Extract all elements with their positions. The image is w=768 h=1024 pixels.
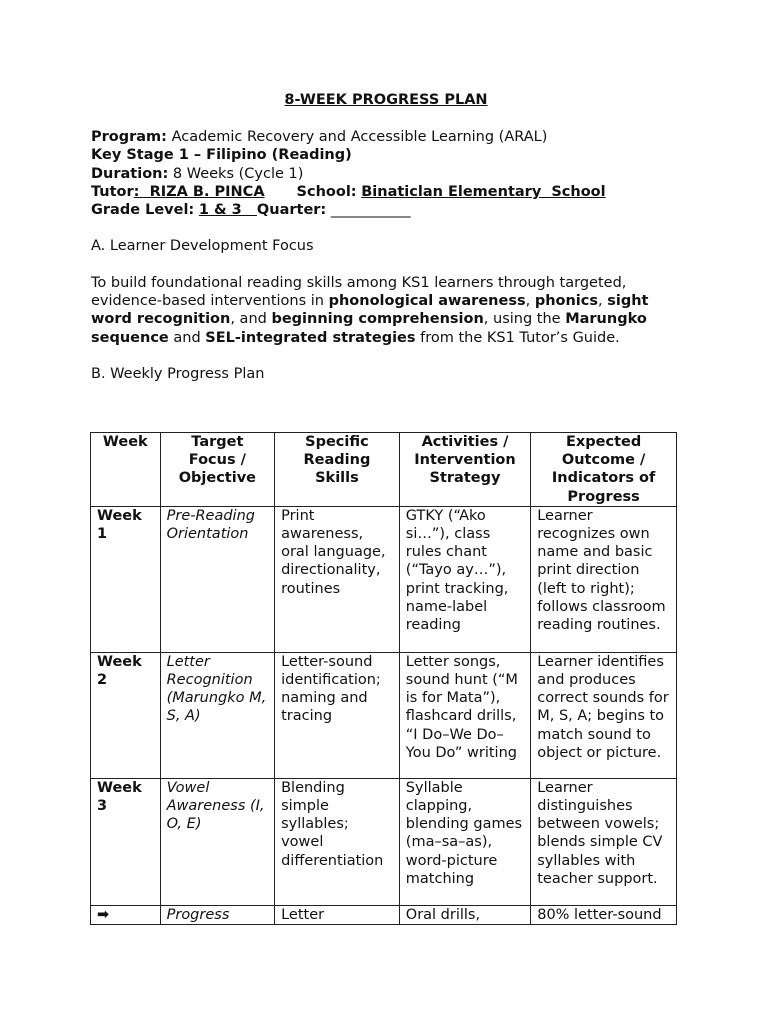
quarter-label: Quarter: [256,202,327,219]
table-header-row [91,433,677,507]
focus-bold-3: sight word recognition [91,293,649,328]
focus-text-4: , and [230,311,272,328]
cell-outcome: Learner identifies and produces correct sounds for M, S, A; begins to match sound to object or picture. [531,652,677,778]
program-label: Program: [91,129,167,145]
header-week: Week [91,433,161,507]
header-target-focus: Target Focus / Objective [160,433,274,507]
cell-skills: Letter [275,905,400,924]
header-expected-outcome: Expected Outcome / Indicators of Progress [531,433,677,507]
tutor-value: : RIZA B. PINCA [133,183,265,200]
header-reading-skills: Specific Reading Skills [275,433,400,507]
cell-skills: Blending simple syllables; vowel differentiation [275,778,400,905]
table-row [91,506,677,652]
table-row [91,778,677,905]
program-line [91,128,681,146]
section-a-heading: A. Learner Development Focus [91,238,314,255]
focus-bold-6: SEL-integrated strategies [205,329,416,346]
cell-outcome: Learner recognizes own name and basic print direction (left to right); follows classroom reading routines. [531,506,677,652]
cell-focus: Letter Recognition (Marungko M, S, A) [160,652,274,778]
document-page [91,91,681,383]
progress-table [90,432,677,925]
focus-text-7: from the KS1 Tutor’s Guide. [415,329,620,346]
focus-bold-1: phonological awareness [328,293,526,310]
cell-activities: Syllable clapping, blending games (ma–sa–as), word-picture matching [399,778,530,905]
school-value: Binaticlan Elementary School [361,183,606,200]
quarter-value: ___________ [330,202,411,219]
focus-bold-4: beginning comprehension [271,311,484,328]
duration-label: Duration: [91,165,169,182]
school-label: School: [296,183,357,200]
section-b-heading: B. Weekly Progress Plan [91,365,265,382]
focus-text-1: To build foundational reading skills among KS1 learners through targeted, evidence-based interventions in [91,274,627,310]
duration-line [91,165,681,183]
cell-focus: Progress [160,905,274,924]
duration-value: 8 Weeks (Cycle 1) [172,165,304,182]
cell-week: Week 1 [91,506,161,652]
focus-text-2: , [525,293,535,310]
cell-week-arrow-icon: ➡ [91,905,161,924]
cell-week: Week 2 [91,652,161,778]
grade-line [91,201,681,219]
focus-bold-5: Marungko sequence [91,311,647,346]
table-row [91,652,677,778]
cell-week: Week 3 [91,778,161,905]
grade-label: Grade Level: [91,202,195,219]
cell-skills: Letter-sound identification; naming and tracing [275,652,400,778]
cell-outcome: Learner distinguishes between vowels; blends simple CV syllables with teacher support. [531,778,677,905]
tutor-school-line [91,183,681,201]
focus-paragraph [91,274,681,347]
cell-focus: Pre-Reading Orientation [160,506,274,652]
cell-focus: Vowel Awareness (I, O, E) [160,778,274,905]
key-stage-line: Key Stage 1 – Filipino (Reading) [91,147,352,164]
header-activities: Activities / Intervention Strategy [399,433,530,507]
cell-activities: Oral drills, [399,905,530,924]
focus-text-6: and [168,329,206,346]
cell-outcome: 80% letter-sound [531,905,677,924]
page-title: 8-WEEK PROGRESS PLAN [284,92,488,108]
cell-activities: Letter songs, sound hunt (“M is for Mata”), flashcard drills, “I Do–We Do–You Do” writing [399,652,530,778]
focus-bold-2: phonics [534,293,598,310]
cell-skills: Print awareness, oral language, directionality, routines [275,506,400,652]
table-row [91,905,677,924]
cell-activities: GTKY (“Ako si…”), class rules chant (“Tayo ay…”), print tracking, name-label reading [399,506,530,652]
grade-value: 1 & 3 [198,202,257,219]
focus-text-3: , [598,293,608,310]
tutor-label: Tutor [91,183,134,200]
focus-text-5: , using the [483,311,566,328]
program-value: Academic Recovery and Accessible Learning (ARAL) [171,129,548,145]
